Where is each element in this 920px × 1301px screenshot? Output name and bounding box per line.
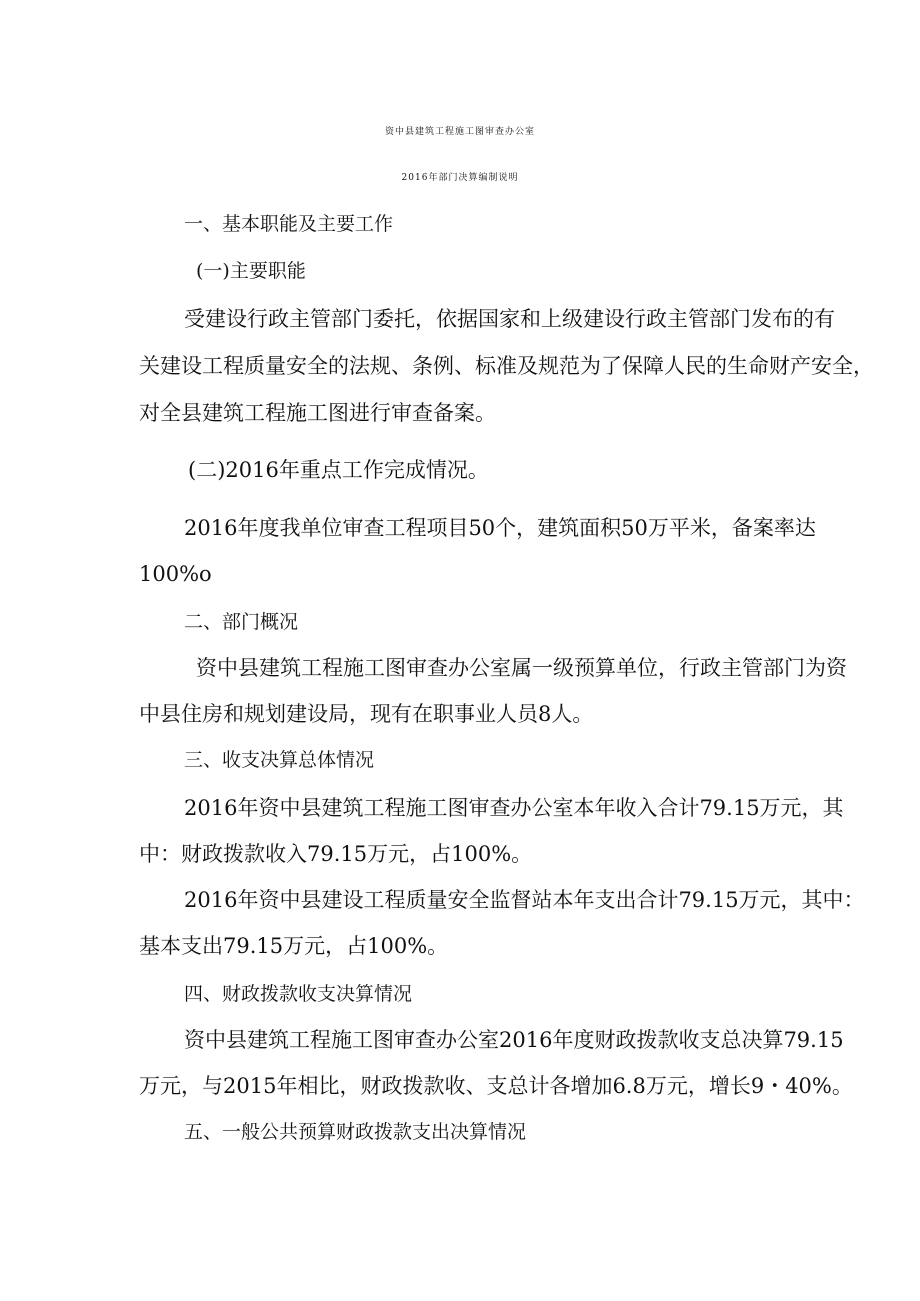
- section-1-subheading-1: (一)主要职能: [196, 260, 306, 282]
- section-1-subheading-2: (二)2016年重点工作完成情况。: [188, 458, 489, 482]
- section-2-paragraph-line-1: 资中县建筑工程施工图审查办公室属一级预算单位，行政主管部门为资: [196, 656, 847, 680]
- document-title-line-1: 资中县建筑工程施工图审查办公室: [384, 127, 535, 137]
- section-1-paragraph-2-line-2: 100%o: [139, 562, 212, 586]
- section-4-paragraph-line-1: 资中县建筑工程施工图审查办公室2016年度财政拨款收支总决算79.15: [184, 1028, 844, 1052]
- section-1-heading: 一、基本职能及主要工作: [184, 213, 394, 235]
- section-1-paragraph-2-line-1: 2016年度我单位审查工程项目50个，建筑面积50万平米，备案率达: [184, 516, 816, 540]
- section-3-paragraph-2-line-1: 2016年资中县建设工程质量安全监督站本年支出合计79.15万元，其中：: [184, 888, 865, 912]
- section-3-paragraph-1-line-1: 2016年资中县建筑工程施工图审查办公室本年收入合计79.15万元，其: [184, 796, 844, 820]
- section-4-heading: 四、财政拨款收支决算情况: [184, 983, 413, 1005]
- section-4-paragraph-line-2: 万元，与2015年相比，财政拨款收、支总计各增加6.8万元，增长9・40%。: [139, 1074, 853, 1098]
- section-1-paragraph-1-line-1: 受建设行政主管部门委托，依据国家和上级建设行政主管部门发布的有: [184, 307, 835, 331]
- section-5-heading: 五、一般公共预算财政拨款支出决算情况: [184, 1121, 527, 1143]
- section-3-paragraph-1-line-2: 中：财政拨款收入79.15万元，占100%。: [139, 842, 533, 866]
- section-3-paragraph-2-line-2: 基本支出79.15万元，占100%。: [139, 934, 449, 958]
- section-1-paragraph-1-line-2: 关建设工程质量安全的法规、条例、标准及规范为了保障人民的生命财产安全，: [139, 354, 874, 378]
- section-1-paragraph-1-line-3: 对全县建筑工程施工图进行审查备案。: [139, 401, 496, 425]
- section-3-heading: 三、收支决算总体情况: [184, 749, 375, 771]
- document-title-line-2: 2016年部门决算编制说明: [401, 173, 519, 183]
- section-2-paragraph-line-2: 中县住房和规划建设局，现有在职事业人员8人。: [139, 702, 594, 726]
- section-2-heading: 二、部门概况: [184, 611, 299, 633]
